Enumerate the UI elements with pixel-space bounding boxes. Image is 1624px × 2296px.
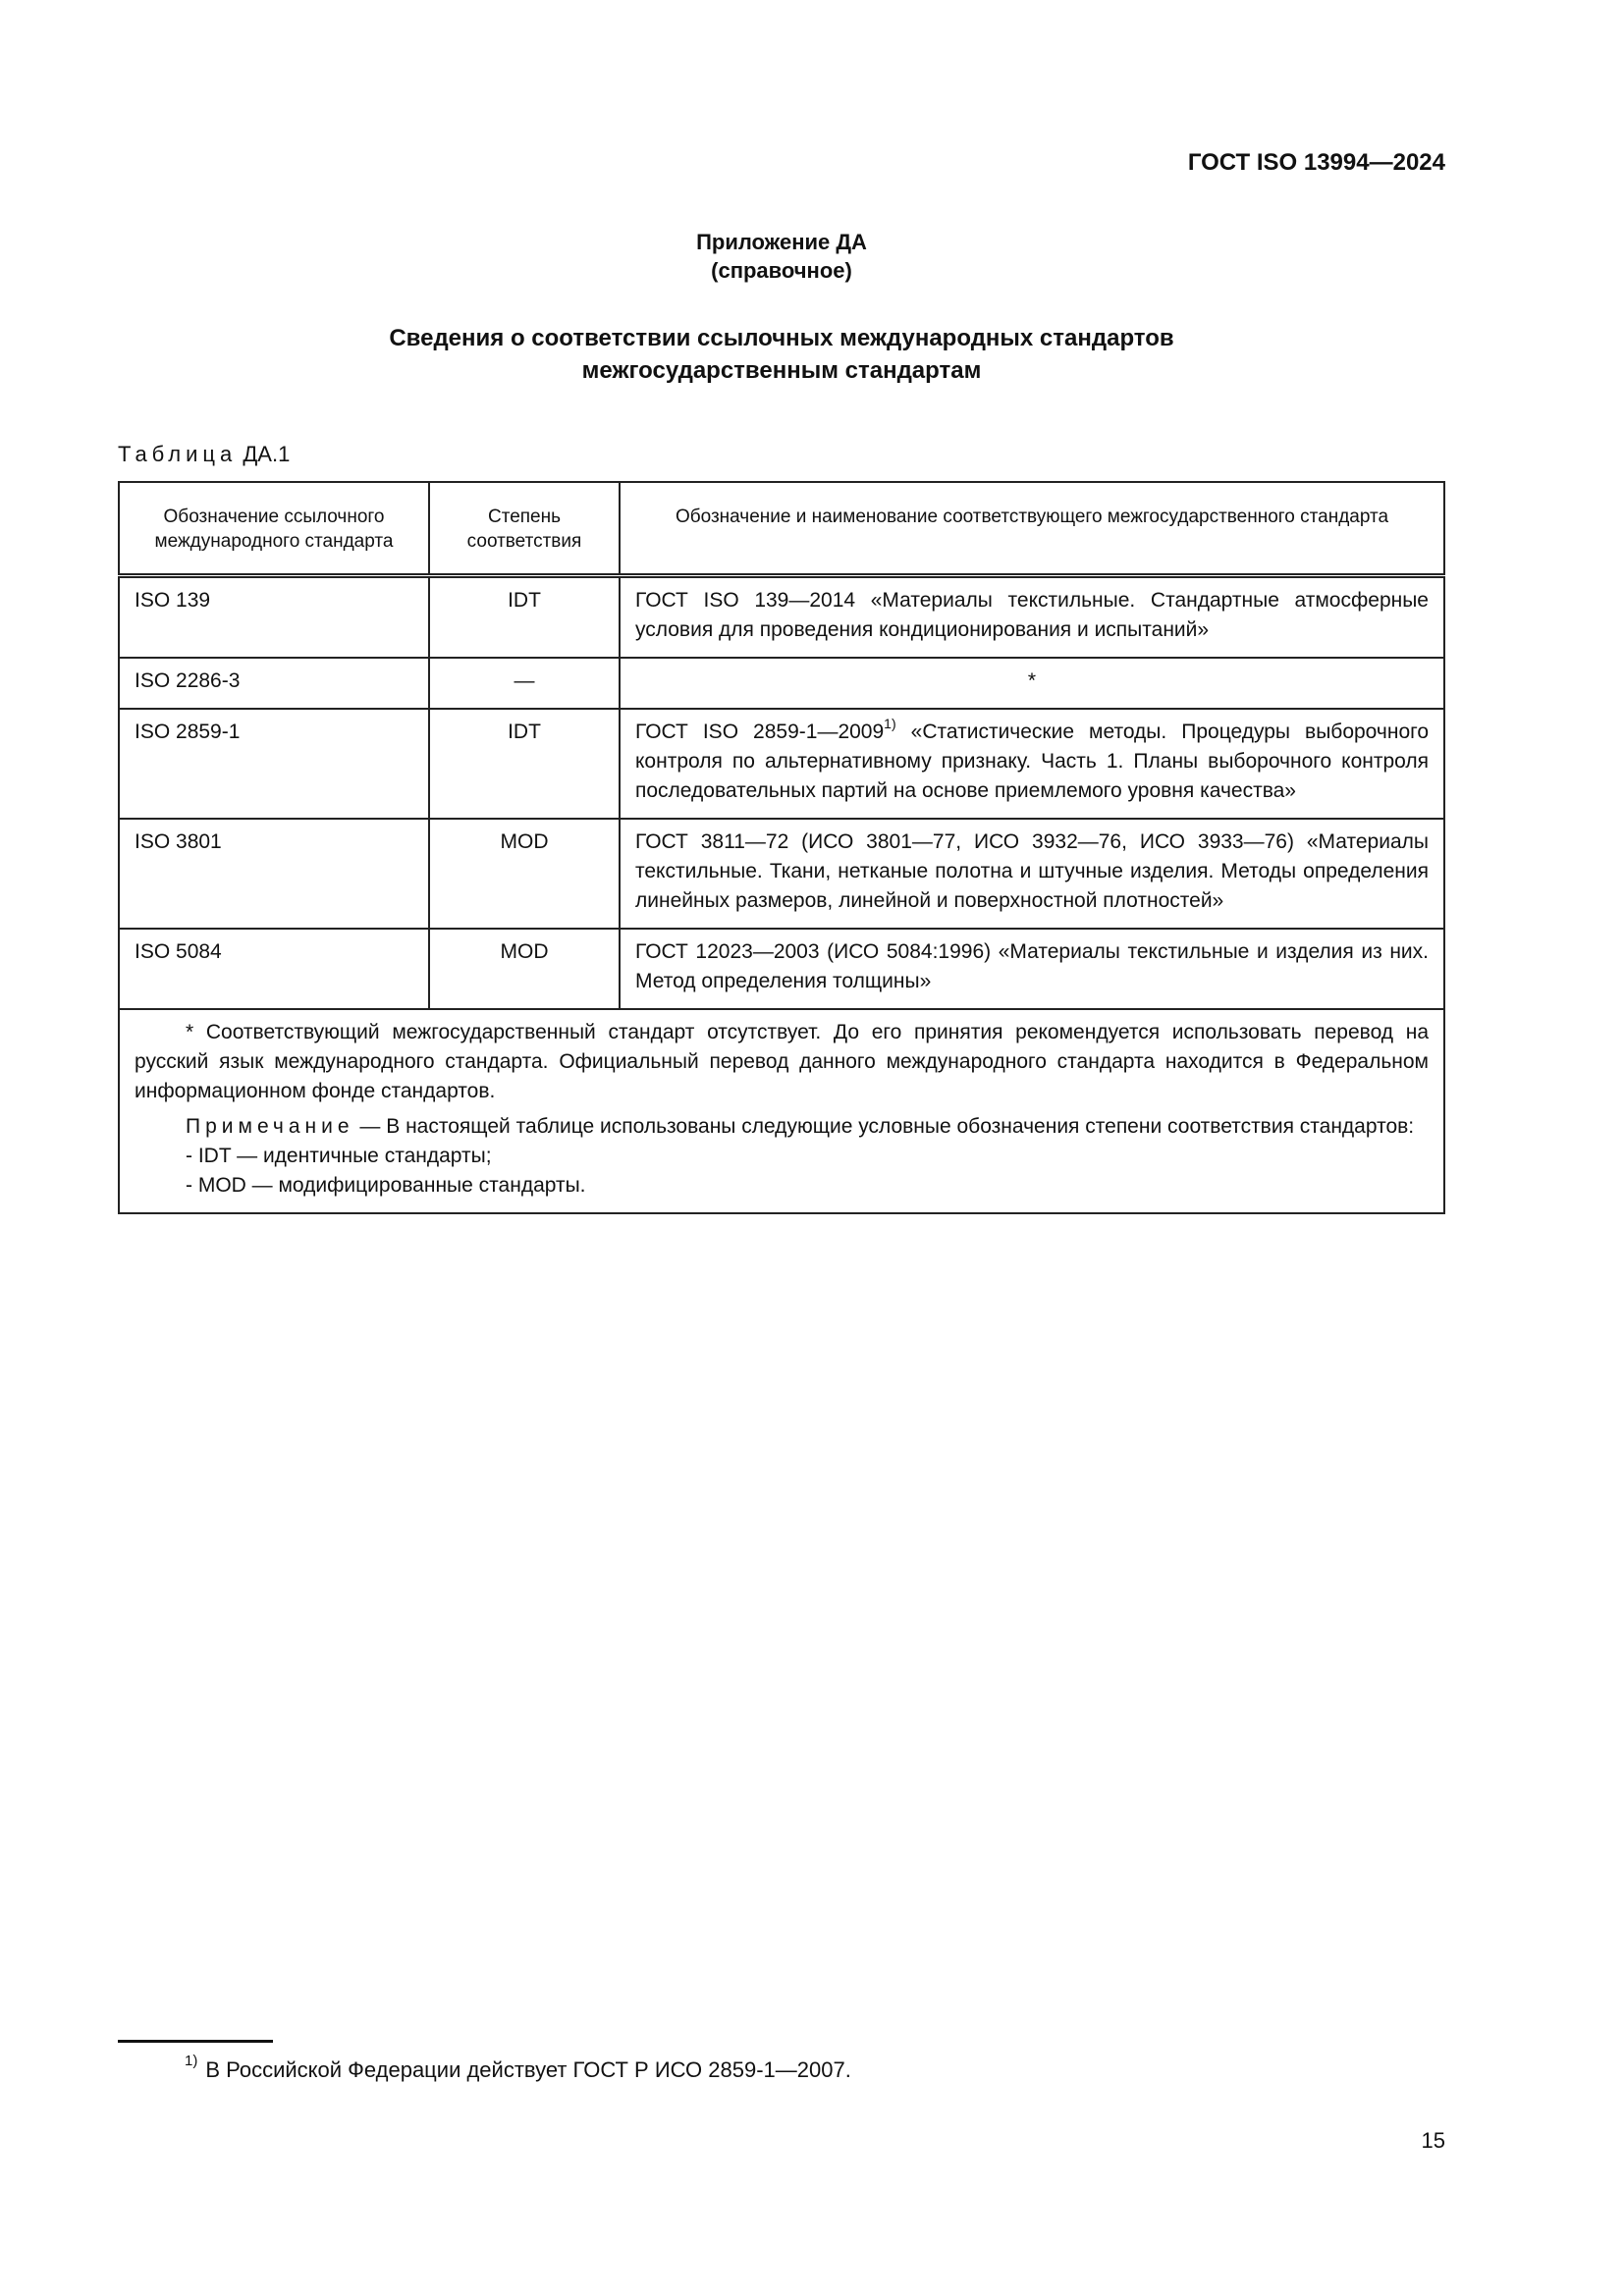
note-item-idt: - IDT — идентичные стандарты; — [186, 1145, 492, 1167]
appendix-title: Приложение ДА — [696, 230, 867, 254]
appendix-heading — [118, 228, 1445, 285]
note-text: — В настоящей таблице использованы следующие условные обозначения степени соответствия стандартов: — [353, 1115, 1415, 1138]
table-caption-number: ДА.1 — [243, 442, 291, 466]
table-note — [135, 1112, 1429, 1142]
header-ref-standard: Обозначение ссылочного международного стандарта — [119, 482, 429, 576]
table-caption — [118, 442, 290, 467]
table-caption-word: Таблица — [118, 442, 238, 466]
table-row — [119, 576, 1444, 659]
cell-degree: MOD — [429, 929, 620, 1009]
cell-degree: IDT — [429, 576, 620, 659]
cell-degree: IDT — [429, 709, 620, 819]
cell-degree: — — [429, 658, 620, 709]
footnote-text: В Российской Федерации действует ГОСТ Р ИСО 2859-1—2007. — [205, 2057, 851, 2082]
page-title — [118, 322, 1445, 387]
footnote-separator — [118, 2040, 273, 2043]
title-line-2: межгосударственным стандартам — [581, 357, 982, 384]
cell-ref: ISO 139 — [119, 576, 429, 659]
cell-ref: ISO 2859-1 — [119, 709, 429, 819]
cell-gost: ГОСТ 3811—72 (ИСО 3801—77, ИСО 3932—76, ИСО 3933—76) «Материалы текстильные. Ткани, нетканые полотна и штучные изделия. Методы определения линейных размеров, линейной и поверхностной плотностей» — [620, 819, 1444, 929]
cell-gost: * — [620, 658, 1444, 709]
cell-gost: ГОСТ 12023—2003 (ИСО 5084:1996) «Материалы текстильные и изделия из них. Метод определения толщины» — [620, 929, 1444, 1009]
cell-gost — [620, 709, 1444, 819]
correspondence-table — [118, 481, 1445, 1214]
page-footnote — [185, 2052, 851, 2083]
cell-degree: MOD — [429, 819, 620, 929]
star-footnote: * Соответствующий межгосударственный стандарт отсутствует. До его принятия рекомендуется использовать перевод на русский язык международного стандарта. Официальный перевод данного международного стандарта находится в Федеральном информационном фонде стандартов. — [135, 1021, 1429, 1102]
table-header-row — [119, 482, 1444, 576]
footnote-marker: 1) — [185, 2052, 198, 2069]
table-row — [119, 658, 1444, 709]
note-label: Примечание — [186, 1115, 354, 1138]
header-gost: Обозначение и наименование соответствующего межгосударственного стандарта — [620, 482, 1444, 576]
document-code: ГОСТ ISO 13994—2024 — [1187, 149, 1445, 176]
table-row — [119, 709, 1444, 819]
gost-name: «Статистические методы. Процедуры выборочного контроля по альтернативному признаку. Часть 1. Планы выборочного контроля последовательных партий на основе приемлемого уровня качества» — [635, 721, 1429, 802]
appendix-subtitle: (справочное) — [711, 258, 852, 283]
table-row — [119, 929, 1444, 1009]
footnote-ref-marker: 1) — [884, 716, 896, 731]
page-number: 15 — [1421, 2128, 1445, 2153]
note-item-mod: - MOD — модифицированные стандарты. — [186, 1174, 586, 1197]
table-notes-row — [119, 1009, 1444, 1213]
header-degree: Степень соответствия — [429, 482, 620, 576]
cell-ref: ISO 5084 — [119, 929, 429, 1009]
gost-designation: ГОСТ ISO 2859-1—2009 — [635, 721, 885, 743]
cell-ref: ISO 3801 — [119, 819, 429, 929]
table-row — [119, 819, 1444, 929]
table-notes — [119, 1009, 1444, 1213]
title-line-1: Сведения о соответствии ссылочных международных стандартов — [389, 325, 1174, 351]
cell-gost: ГОСТ ISO 139—2014 «Материалы текстильные. Стандартные атмосферные условия для проведения кондиционирования и испытаний» — [620, 576, 1444, 659]
cell-ref: ISO 2286-3 — [119, 658, 429, 709]
